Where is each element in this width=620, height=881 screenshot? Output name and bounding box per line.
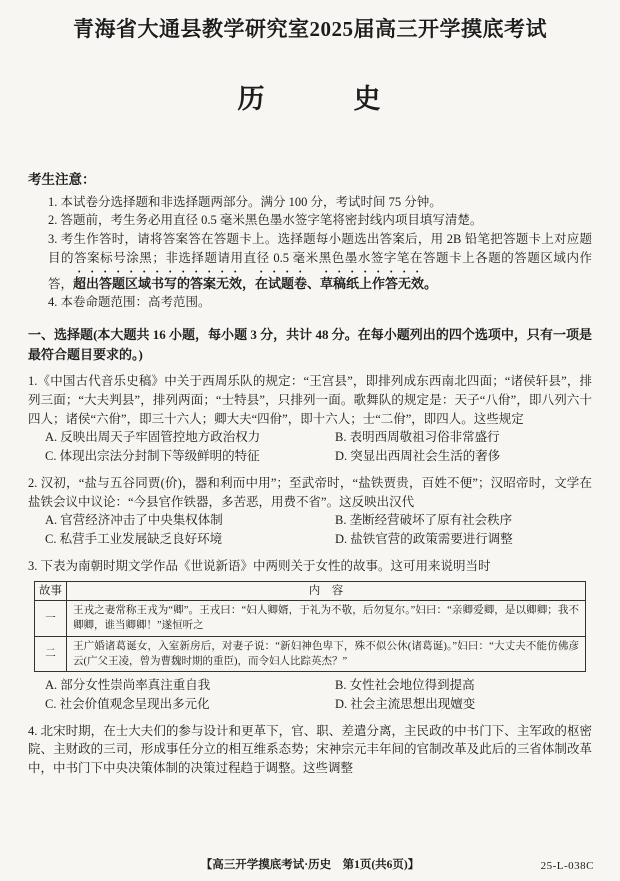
notice-item-3 <box>48 230 592 293</box>
table-row <box>35 601 586 636</box>
question-1-option-a: A. 反映出周天子牢固管控地方政治权力 <box>45 430 261 445</box>
question-4 <box>28 722 592 778</box>
question-3-option-a: A. 部分女性崇尚率真注重自我 <box>45 678 211 693</box>
question-3-option-c: C. 社会价值观念呈现出多元化 <box>45 696 210 711</box>
question-1-option-b: B. 表明西周敬祖习俗非常盛行 <box>335 430 500 445</box>
table-row <box>35 636 586 671</box>
question-2-option-b: B. 垄断经营破坏了原有社会秩序 <box>335 513 513 528</box>
question-1-option-c: C. 体现出宗法分封制下等级鲜明的特征 <box>45 449 260 464</box>
notice-item-1: 1. 本试卷分选择题和非选择题两部分。满分 100 分，考试时间 75 分钟。 <box>48 194 442 209</box>
story-table <box>34 581 586 673</box>
candidate-notice <box>28 170 592 312</box>
footer-page-info: 【高三开学摸底考试·历史 第1页(共6页)】 <box>200 859 420 871</box>
question-3-stem: 3. 下表为南朝时期文学作品《世说新语》中两则关于女性的故事。这可用来说明当时 <box>28 558 491 573</box>
question-2-options <box>45 511 592 549</box>
footer-paper-code: 25-L-038C <box>540 860 594 872</box>
question-2 <box>28 474 592 549</box>
subject-title: 历 史 <box>237 84 383 115</box>
notice-item-3-text: 3. 考生作答时，请将答案答在答题卡上。选择题每小题选出答案后，用 2B 铅笔把答题卡上对应题目的答案标号涂黑；非选择题请用直径 0.5 毫米黑色墨水签字笔在答题卡上各题的答题区域内作答， <box>48 232 592 291</box>
question-2-option-d: D. 盐铁官营的政策需要进行调整 <box>335 532 513 547</box>
story-1-content: 王戎之妻常称王戎为“卿”。王戎曰：“妇人卿婿，于礼为不敬，后勿复尔。”妇曰：“亲卿爱卿，是以卿卿；我不卿卿，谁当卿卿！”遂恒听之 <box>67 601 586 636</box>
exam-title: 青海省大通县教学研究室2025届高三开学摸底考试 <box>73 17 547 41</box>
question-3-options <box>45 676 592 714</box>
story-table-header-story: 故事 <box>35 581 67 601</box>
notice-item-4: 4. 本卷命题范围：高考范围。 <box>48 295 211 310</box>
story-2-label: 二 <box>35 636 67 671</box>
notice-item-2: 2. 答题前，考生务必用直径 0.5 毫米黑色墨水签字笔将密封线内项目填写清楚。 <box>48 213 483 228</box>
notice-item-3-emphasized-text: 超出答题区域书写的答案无效，在试题卷、草稿纸上作答无效。 <box>73 275 438 291</box>
story-table-header-row <box>35 581 586 601</box>
notice-heading: 考生注意： <box>28 172 96 188</box>
story-2-content: 王广婚诸葛诞女，入室新房后，对妻子说：“新妇神色卑下，殊不似公休(诸葛诞)。”妇曰：“大丈夫不能仿佛彦云(广父王凌，曾为曹魏时期的重臣)，而令妇人比踪英杰？” <box>67 636 586 671</box>
question-3-option-d: D. 社会主流思想出现嬗变 <box>335 696 476 711</box>
story-1-label: 一 <box>35 601 67 636</box>
question-1-option-d: D. 突显出西周社会生活的奢侈 <box>335 449 501 464</box>
section-1-heading: 一、选择题(本大题共 16 小题，每小题 3 分，共计 48 分。在每小题列出的四个选项中，只有一项是最符合题目要求的。) <box>28 327 592 362</box>
question-3 <box>28 557 592 714</box>
question-2-stem: 2. 汉初，“盐与五谷同贾(价)，器和利而中用”；至武帝时，“盐铁贾贵，百姓不便”；汉昭帝时，文学在盐铁会议中议论：“今县官作铁器，多苦恶，用费不省”。这反映出汉代 <box>28 475 592 509</box>
question-3-option-b: B. 女性社会地位得到提高 <box>335 678 475 693</box>
question-4-stem: 4. 北宋时期，在士大夫们的参与设计和更革下，官、职、差遣分离，主民政的中书门下、主军政的枢密院、主财政的三司，形成事任分立的相互维系态势；宋神宗元丰年间的官制改革及此后的三省体制改革中，中书门下中央决策体制的决策过程趋于调整。这些调整 <box>28 723 592 776</box>
question-2-option-a: A. 官营经济冲击了中央集权体制 <box>45 513 223 528</box>
story-table-header-content: 内 容 <box>67 581 586 601</box>
question-2-option-c: C. 私营手工业发展缺乏良好环境 <box>45 532 223 547</box>
page-footer <box>0 856 620 872</box>
question-1-options <box>45 428 592 466</box>
question-1 <box>28 372 592 466</box>
question-1-stem: 1.《中国古代音乐史稿》中关于西周乐队的规定：“王宫县”，即排列成东西南北四面；“诸侯轩县”，排列三面；“大夫判县”，排列两面；“士特县”，只排列一面。歌舞队的规定是：天子“八佾”，即八列六十四人；诸侯“六佾”，即三十六人；卿大夫“四佾”，即十六人；士“二佾”，即四人。这些规定 <box>28 374 592 426</box>
